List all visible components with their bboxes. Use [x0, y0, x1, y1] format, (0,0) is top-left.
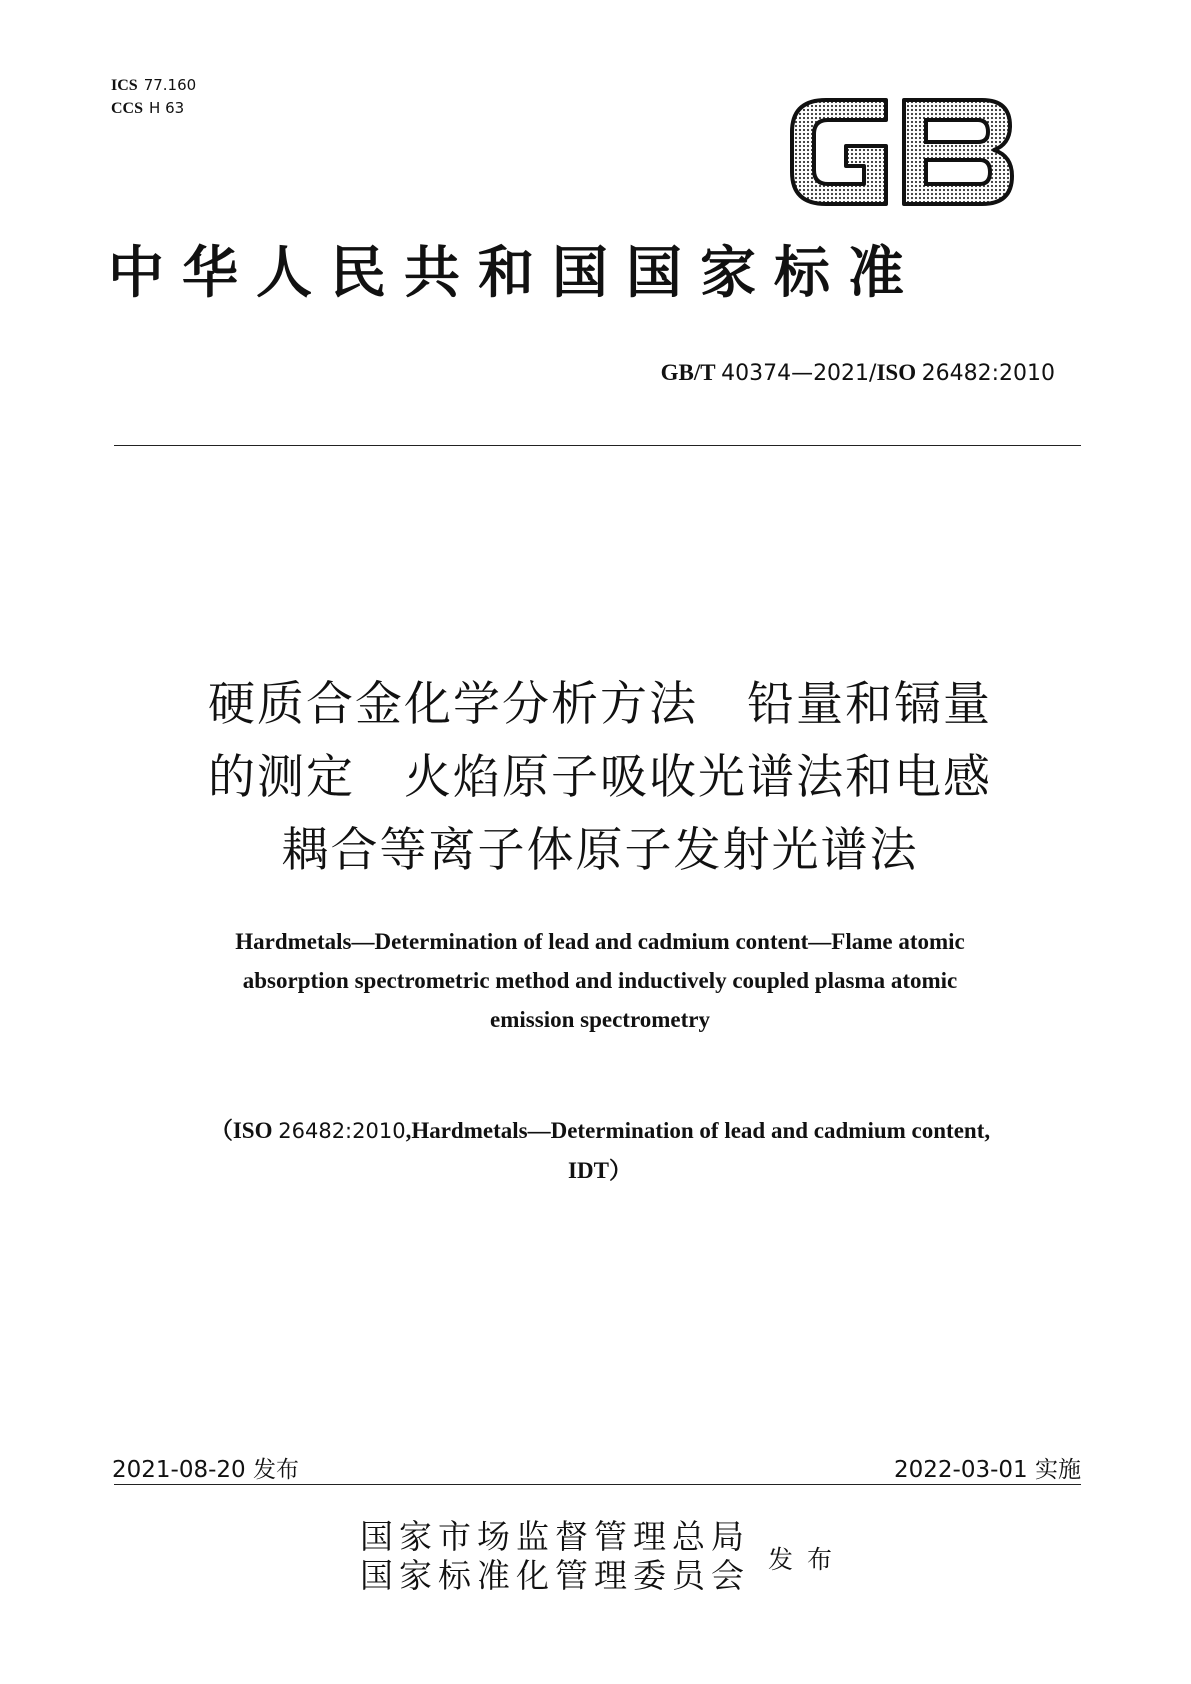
issue-date-label: 发布 [252, 1457, 299, 1483]
issuer-org-1: 国家市场监督管理总局 [360, 1517, 750, 1556]
issuer-org-2: 国家标准化管理委员会 [360, 1556, 750, 1595]
implementation-date-label: 实施 [1035, 1457, 1081, 1483]
national-standard-title: 中华人民共和国国家标准 [108, 240, 922, 306]
iso-reference-line-2: IDT） [568, 1158, 632, 1183]
standard-prefix: GB/T [660, 360, 716, 385]
issue-date [112, 1451, 299, 1484]
ccs-code [111, 97, 196, 120]
issue-date-value: 2021-08-20 [112, 1457, 246, 1483]
issue-action: 发布 [768, 1545, 847, 1574]
standard-code: 40374—2021/ [721, 361, 877, 386]
issuing-organizations [360, 1517, 750, 1595]
ics-label: ICS [111, 77, 138, 94]
english-title-line: emission spectrometry [490, 1007, 710, 1032]
english-title-line: absorption spectrometric method and inductively coupled plasma atomic [242, 968, 958, 993]
chinese-title-line: 的测定 火焰原子吸收光谱法和电感 [208, 750, 992, 805]
ics-code [111, 74, 196, 97]
iso-reference-open: （ISO [209, 1118, 273, 1143]
iso-code: 26482:2010 [921, 361, 1055, 386]
chinese-title-line: 硬质合金化学分析方法 铅量和镉量 [208, 677, 992, 732]
implementation-date-value: 2022-03-01 [894, 1457, 1028, 1483]
bottom-divider [114, 1484, 1081, 1485]
standard-number [661, 360, 1055, 386]
iso-reference [110, 1111, 1090, 1191]
implementation-date [894, 1451, 1081, 1484]
english-title-line: Hardmetals—Determination of lead and cadmium content—Flame atomic [235, 929, 965, 954]
gb-logo-icon [786, 92, 1018, 212]
iso-reference-line [110, 1111, 1090, 1151]
iso-prefix: ISO [876, 360, 917, 385]
chinese-title [120, 668, 1080, 887]
chinese-title-line: 耦合等离子体原子发射光谱法 [281, 823, 919, 878]
iso-reference-text: ,Hardmetals—Determination of lead and cadmium content, [405, 1118, 991, 1143]
classification-codes [111, 74, 196, 120]
top-divider [114, 445, 1081, 446]
ics-value: 77.160 [143, 76, 197, 94]
ccs-value: H 63 [149, 99, 185, 117]
ccs-label: CCS [111, 100, 144, 117]
iso-reference-number: 26482:2010 [278, 1119, 406, 1143]
english-title [120, 922, 1080, 1039]
